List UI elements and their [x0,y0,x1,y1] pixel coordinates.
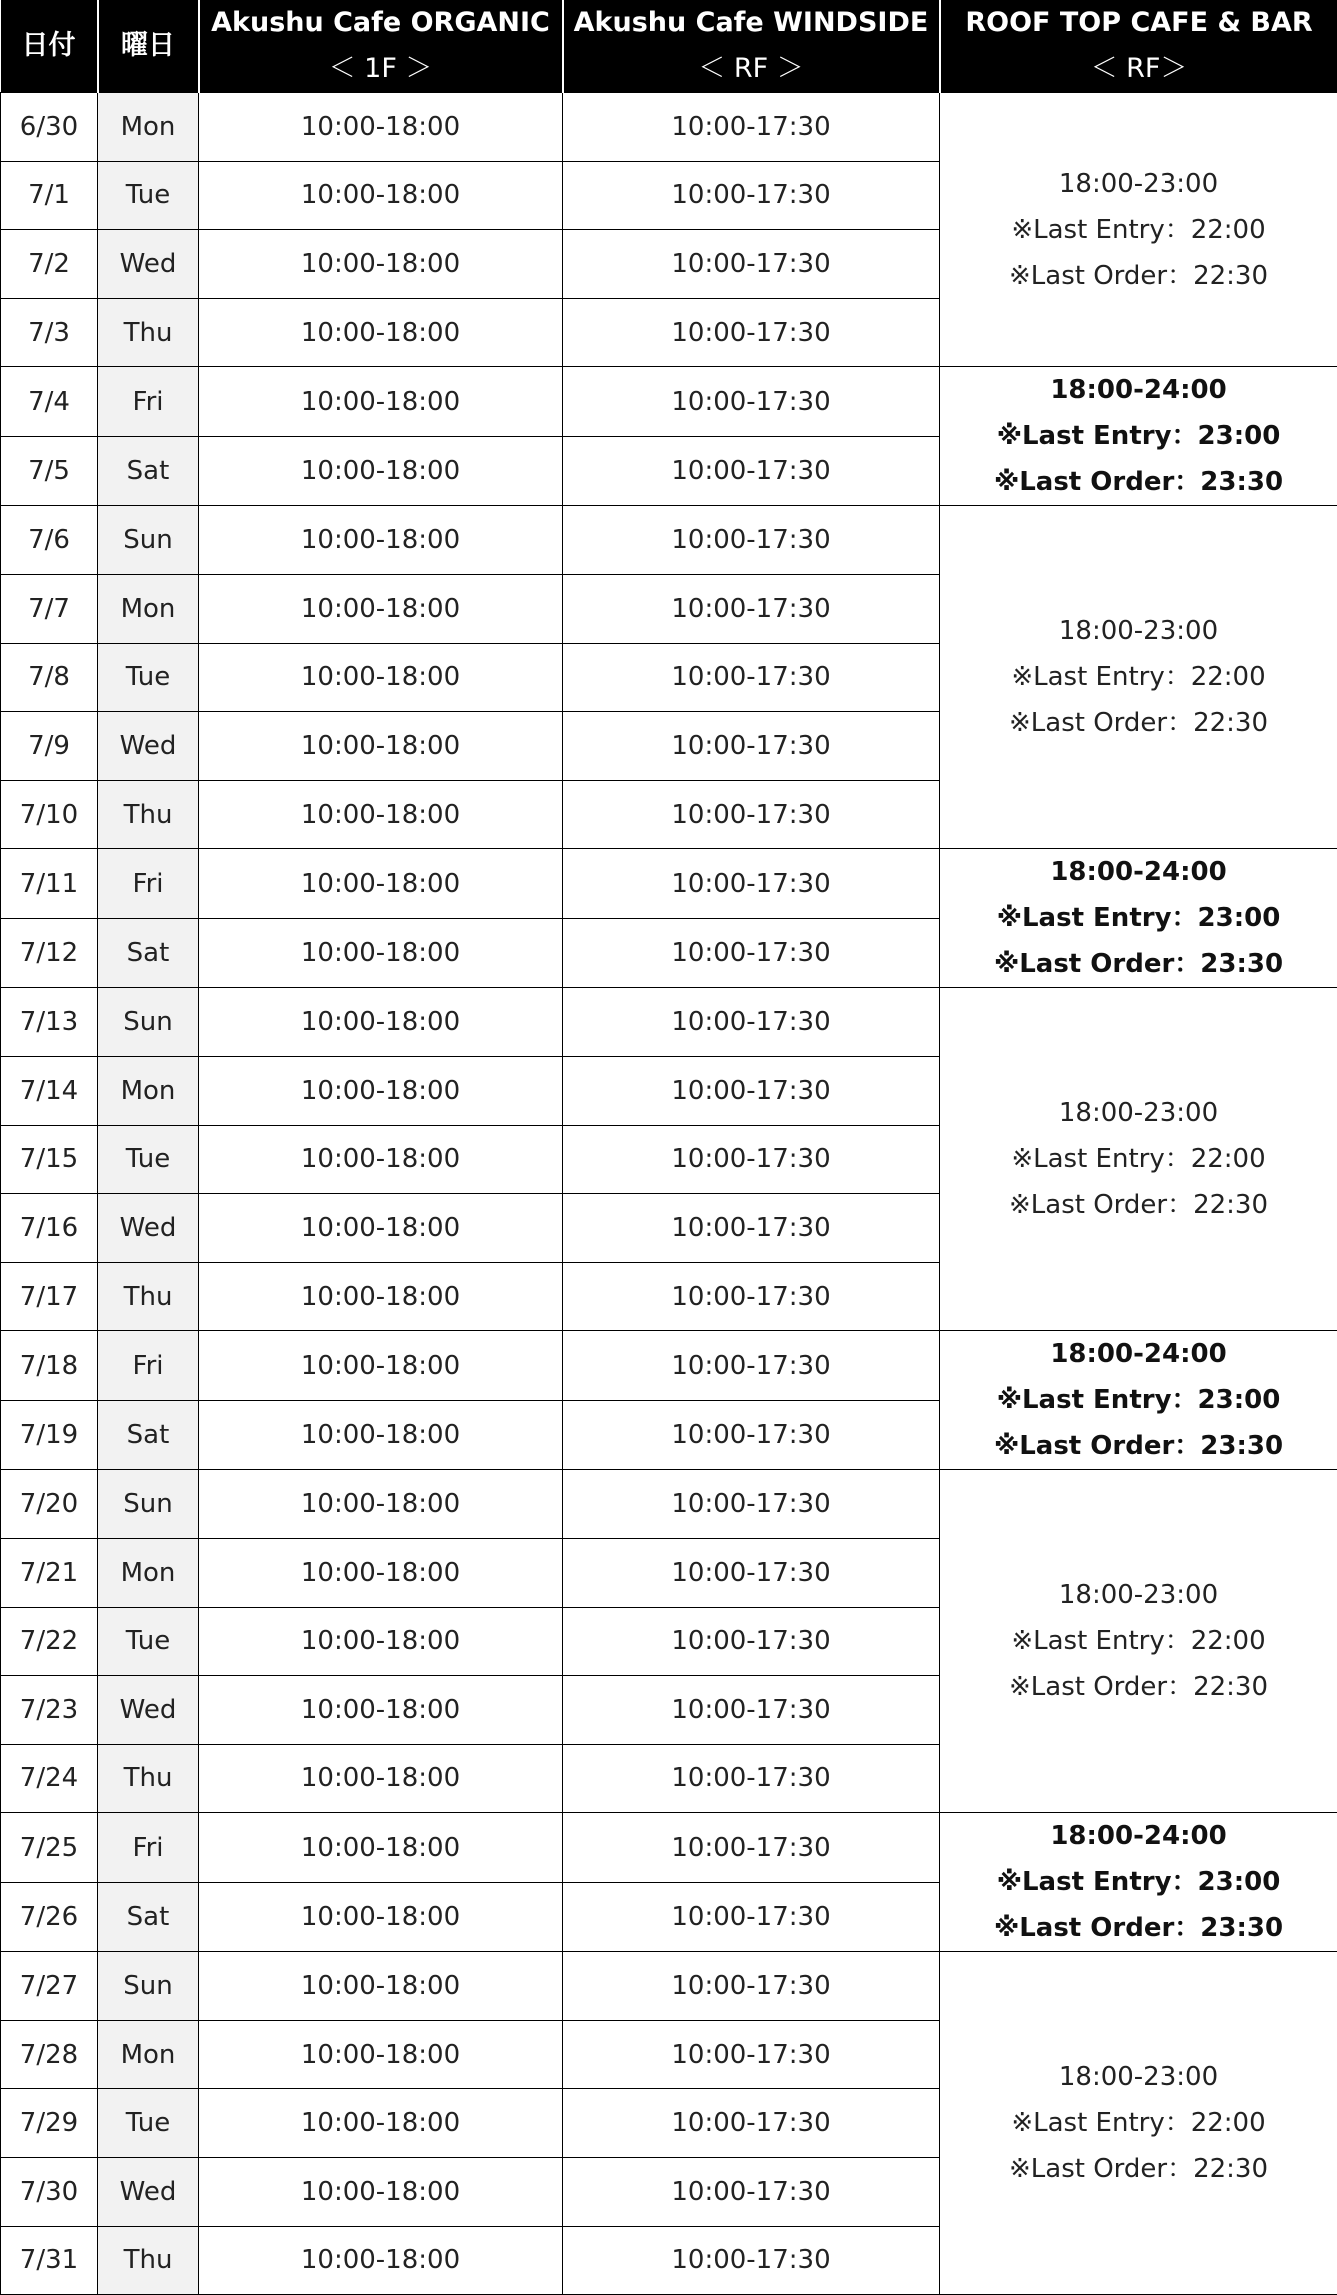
rooftop-hours-cell [940,93,1337,367]
windside-hours-cell: 10:00-17:30 [563,574,940,643]
organic-hours-cell: 10:00-18:00 [199,2089,563,2158]
organic-hours-cell: 10:00-18:00 [199,2158,563,2227]
rooftop-last-order: ※Last Order：22:30 [940,1182,1337,1228]
organic-hours-cell: 10:00-18:00 [199,1262,563,1331]
rooftop-hours-cell [940,988,1337,1331]
organic-hours-cell: 10:00-18:00 [199,1744,563,1813]
windside-hours-cell: 10:00-17:30 [563,1194,940,1263]
windside-hours-cell: 10:00-17:30 [563,298,940,367]
table-row [1,1813,1337,1883]
windside-hours-cell: 10:00-17:30 [563,1125,940,1194]
windside-hours-cell: 10:00-17:30 [563,1607,940,1676]
windside-hours-cell: 10:00-17:30 [563,1813,940,1883]
organic-hours-cell: 10:00-18:00 [199,2020,563,2089]
header-row [1,0,1337,93]
organic-hours-cell: 10:00-18:00 [199,161,563,230]
organic-hours-cell: 10:00-18:00 [199,574,563,643]
organic-hours-cell: 10:00-18:00 [199,1194,563,1263]
rooftop-last-entry: ※Last Entry：22:00 [940,207,1337,253]
rooftop-hours: 18:00-23:00 [940,1090,1337,1136]
date-cell: 7/24 [1,1744,98,1813]
rooftop-hours: 18:00-24:00 [940,367,1337,413]
weekday-cell: Sat [98,1882,199,1952]
table-row [1,988,1337,1057]
rooftop-hours: 18:00-24:00 [940,849,1337,895]
weekday-cell: Tue [98,1607,199,1676]
windside-hours-cell: 10:00-17:30 [563,780,940,849]
weekday-cell: Tue [98,161,199,230]
organic-hours-cell: 10:00-18:00 [199,988,563,1057]
windside-hours-cell: 10:00-17:30 [563,2089,940,2158]
rooftop-hours: 18:00-24:00 [940,1813,1337,1859]
date-cell: 7/29 [1,2089,98,2158]
table-row [1,1952,1337,2021]
organic-hours-cell: 10:00-18:00 [199,367,563,437]
organic-hours-cell: 10:00-18:00 [199,230,563,299]
weekday-cell: Thu [98,1262,199,1331]
header-windside-floor: ＜ RF ＞ [564,46,939,92]
rooftop-hours-cell [940,849,1337,988]
header-organic [199,0,563,93]
rooftop-last-entry: ※Last Entry：23:00 [940,895,1337,941]
date-cell: 7/31 [1,2226,98,2295]
table-row [1,93,1337,162]
organic-hours-cell: 10:00-18:00 [199,1538,563,1607]
weekday-cell: Thu [98,780,199,849]
date-cell: 7/27 [1,1952,98,2021]
organic-hours-cell: 10:00-18:00 [199,506,563,575]
date-cell: 7/19 [1,1400,98,1470]
date-cell: 7/2 [1,230,98,299]
header-windside [563,0,940,93]
date-cell: 7/18 [1,1331,98,1401]
weekday-cell: Fri [98,367,199,437]
weekday-cell: Mon [98,93,199,162]
rooftop-last-entry: ※Last Entry：23:00 [940,413,1337,459]
windside-hours-cell: 10:00-17:30 [563,1676,940,1745]
rooftop-hours: 18:00-23:00 [940,1572,1337,1618]
date-cell: 7/6 [1,506,98,575]
header-rooftop-name: ROOF TOP CAFE & BAR [941,0,1337,46]
rooftop-last-order: ※Last Order：23:30 [940,459,1337,505]
rooftop-last-entry: ※Last Entry：22:00 [940,1618,1337,1664]
table-row [1,506,1337,575]
date-cell: 7/12 [1,918,98,988]
organic-hours-cell: 10:00-18:00 [199,1331,563,1401]
organic-hours-cell: 10:00-18:00 [199,1056,563,1125]
date-cell: 7/23 [1,1676,98,1745]
table-body [1,93,1337,2295]
date-cell: 7/7 [1,574,98,643]
organic-hours-cell: 10:00-18:00 [199,1882,563,1952]
header-rooftop [940,0,1337,93]
windside-hours-cell: 10:00-17:30 [563,436,940,506]
organic-hours-cell: 10:00-18:00 [199,1952,563,2021]
organic-hours-cell: 10:00-18:00 [199,1607,563,1676]
weekday-cell: Sat [98,918,199,988]
date-cell: 7/5 [1,436,98,506]
windside-hours-cell: 10:00-17:30 [563,1331,940,1401]
header-organic-name: Akushu Cafe ORGANIC [200,0,562,46]
windside-hours-cell: 10:00-17:30 [563,367,940,437]
rooftop-hours-cell [940,1813,1337,1952]
windside-hours-cell: 10:00-17:30 [563,1262,940,1331]
windside-hours-cell: 10:00-17:30 [563,1470,940,1539]
rooftop-last-entry: ※Last Entry：22:00 [940,1136,1337,1182]
organic-hours-cell: 10:00-18:00 [199,1813,563,1883]
date-cell: 7/9 [1,712,98,781]
date-cell: 7/13 [1,988,98,1057]
date-cell: 7/25 [1,1813,98,1883]
date-cell: 7/15 [1,1125,98,1194]
rooftop-last-entry: ※Last Entry：23:00 [940,1859,1337,1905]
weekday-cell: Wed [98,2158,199,2227]
organic-hours-cell: 10:00-18:00 [199,93,563,162]
windside-hours-cell: 10:00-17:30 [563,1882,940,1952]
organic-hours-cell: 10:00-18:00 [199,849,563,919]
date-cell: 7/22 [1,1607,98,1676]
organic-hours-cell: 10:00-18:00 [199,436,563,506]
windside-hours-cell: 10:00-17:30 [563,2226,940,2295]
header-windside-name: Akushu Cafe WINDSIDE [564,0,939,46]
weekday-cell: Mon [98,1056,199,1125]
weekday-cell: Sun [98,1952,199,2021]
rooftop-hours: 18:00-23:00 [940,2054,1337,2100]
windside-hours-cell: 10:00-17:30 [563,1952,940,2021]
weekday-cell: Sun [98,1470,199,1539]
windside-hours-cell: 10:00-17:30 [563,230,940,299]
date-cell: 6/30 [1,93,98,162]
rooftop-last-order: ※Last Order：22:30 [940,2146,1337,2192]
table-header [1,0,1337,93]
rooftop-last-entry: ※Last Entry：23:00 [940,1377,1337,1423]
date-cell: 7/1 [1,161,98,230]
weekday-cell: Sun [98,988,199,1057]
rooftop-last-order: ※Last Order：22:30 [940,1664,1337,1710]
table-row [1,1331,1337,1401]
weekday-cell: Mon [98,2020,199,2089]
weekday-cell: Wed [98,1194,199,1263]
organic-hours-cell: 10:00-18:00 [199,780,563,849]
weekday-cell: Wed [98,712,199,781]
windside-hours-cell: 10:00-17:30 [563,93,940,162]
weekday-cell: Tue [98,643,199,712]
windside-hours-cell: 10:00-17:30 [563,1400,940,1470]
windside-hours-cell: 10:00-17:30 [563,2020,940,2089]
windside-hours-cell: 10:00-17:30 [563,2158,940,2227]
organic-hours-cell: 10:00-18:00 [199,1676,563,1745]
organic-hours-cell: 10:00-18:00 [199,298,563,367]
date-cell: 7/4 [1,367,98,437]
header-organic-floor: ＜ 1F ＞ [200,46,562,92]
date-cell: 7/26 [1,1882,98,1952]
weekday-cell: Thu [98,1744,199,1813]
date-cell: 7/16 [1,1194,98,1263]
windside-hours-cell: 10:00-17:30 [563,918,940,988]
table-row [1,849,1337,919]
weekday-cell: Fri [98,1331,199,1401]
windside-hours-cell: 10:00-17:30 [563,161,940,230]
rooftop-last-entry: ※Last Entry：22:00 [940,654,1337,700]
date-cell: 7/3 [1,298,98,367]
table-row [1,367,1337,437]
rooftop-last-order: ※Last Order：22:30 [940,253,1337,299]
rooftop-last-order: ※Last Order：22:30 [940,700,1337,746]
windside-hours-cell: 10:00-17:30 [563,1744,940,1813]
rooftop-hours: 18:00-23:00 [940,608,1337,654]
organic-hours-cell: 10:00-18:00 [199,712,563,781]
organic-hours-cell: 10:00-18:00 [199,1470,563,1539]
weekday-cell: Thu [98,2226,199,2295]
windside-hours-cell: 10:00-17:30 [563,1056,940,1125]
header-date: 日付 [1,0,98,93]
organic-hours-cell: 10:00-18:00 [199,2226,563,2295]
organic-hours-cell: 10:00-18:00 [199,918,563,988]
date-cell: 7/11 [1,849,98,919]
windside-hours-cell: 10:00-17:30 [563,849,940,919]
weekday-cell: Mon [98,574,199,643]
weekday-cell: Wed [98,1676,199,1745]
weekday-cell: Tue [98,2089,199,2158]
rooftop-hours-cell [940,1331,1337,1470]
date-cell: 7/20 [1,1470,98,1539]
date-cell: 7/8 [1,643,98,712]
weekday-cell: Sun [98,506,199,575]
table-row [1,1470,1337,1539]
rooftop-last-order: ※Last Order：23:30 [940,941,1337,987]
windside-hours-cell: 10:00-17:30 [563,1538,940,1607]
organic-hours-cell: 10:00-18:00 [199,1400,563,1470]
rooftop-last-order: ※Last Order：23:30 [940,1905,1337,1951]
weekday-cell: Fri [98,1813,199,1883]
weekday-cell: Wed [98,230,199,299]
windside-hours-cell: 10:00-17:30 [563,506,940,575]
organic-hours-cell: 10:00-18:00 [199,1125,563,1194]
rooftop-hours-cell [940,506,1337,849]
date-cell: 7/21 [1,1538,98,1607]
windside-hours-cell: 10:00-17:30 [563,988,940,1057]
rooftop-hours-cell [940,367,1337,506]
header-rooftop-floor: ＜ RF＞ [941,46,1337,92]
date-cell: 7/28 [1,2020,98,2089]
date-cell: 7/30 [1,2158,98,2227]
date-cell: 7/10 [1,780,98,849]
organic-hours-cell: 10:00-18:00 [199,643,563,712]
header-weekday: 曜日 [98,0,199,93]
weekday-cell: Tue [98,1125,199,1194]
rooftop-last-order: ※Last Order：23:30 [940,1423,1337,1469]
rooftop-hours: 18:00-24:00 [940,1331,1337,1377]
windside-hours-cell: 10:00-17:30 [563,712,940,781]
weekday-cell: Thu [98,298,199,367]
rooftop-hours-cell [940,1470,1337,1813]
rooftop-last-entry: ※Last Entry：22:00 [940,2100,1337,2146]
date-cell: 7/14 [1,1056,98,1125]
rooftop-hours-cell [940,1952,1337,2295]
rooftop-hours: 18:00-23:00 [940,161,1337,207]
weekday-cell: Sat [98,1400,199,1470]
date-cell: 7/17 [1,1262,98,1331]
weekday-cell: Fri [98,849,199,919]
weekday-cell: Sat [98,436,199,506]
weekday-cell: Mon [98,1538,199,1607]
windside-hours-cell: 10:00-17:30 [563,643,940,712]
